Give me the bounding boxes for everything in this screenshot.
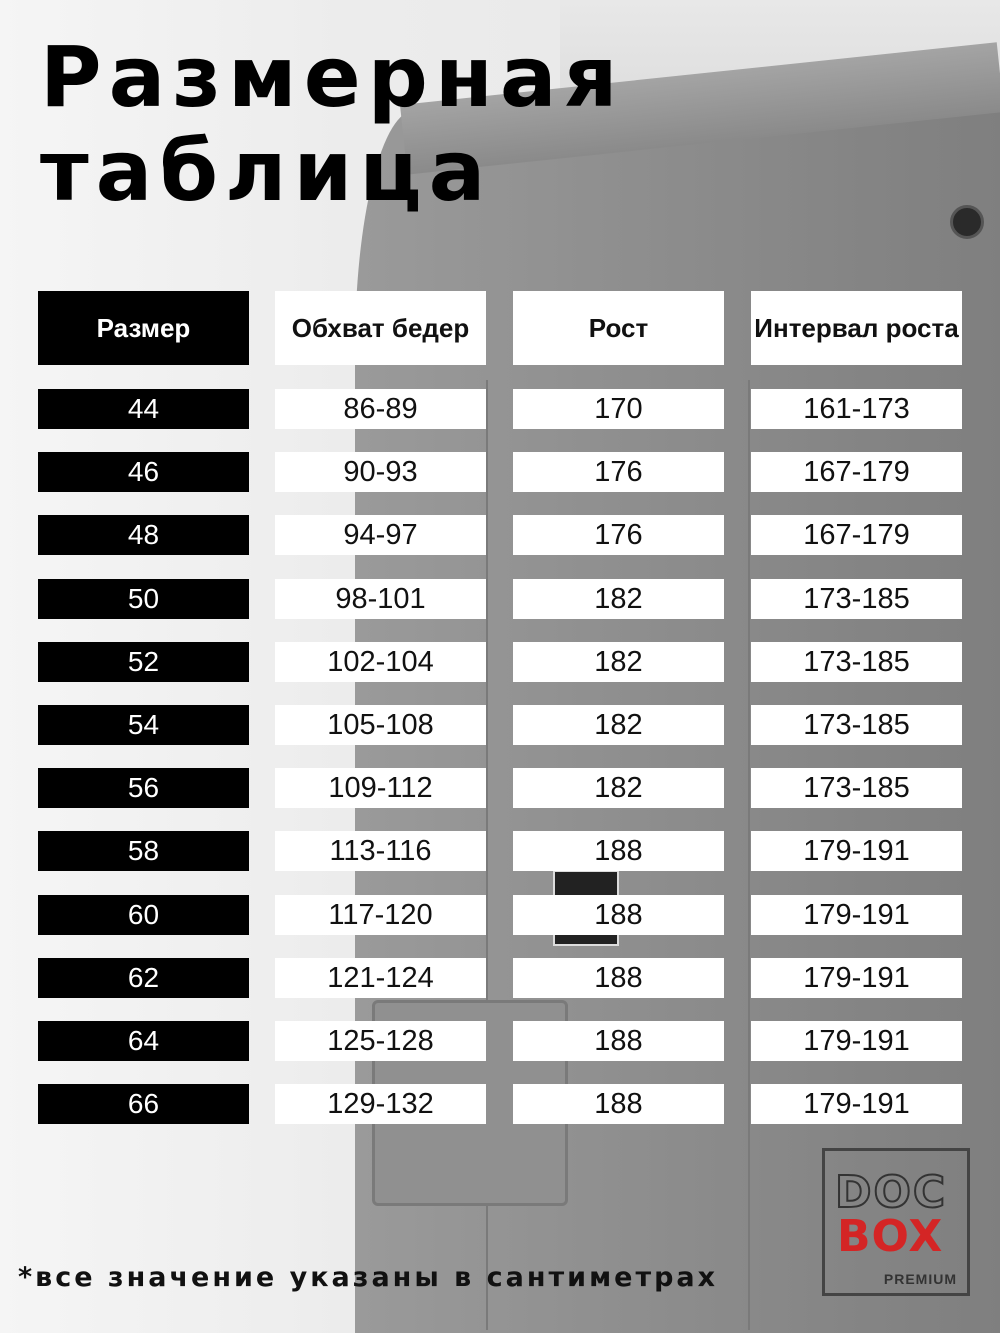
cell-hip: 113-116 [275,831,486,871]
header-hip: Обхват бедер [275,291,486,365]
cell-hip: 98-101 [275,579,486,619]
cell-height-range: 173-185 [751,705,962,745]
brand-logo [822,1148,970,1296]
cell-height-range: 179-191 [751,958,962,998]
cell-hip: 86-89 [275,389,486,429]
cell-size: 46 [38,452,249,492]
cell-height: 188 [513,831,724,871]
cell-hip: 125-128 [275,1021,486,1061]
logo-premium-text: PREMIUM [883,1271,957,1287]
cell-hip: 109-112 [275,768,486,808]
page-title [40,30,624,218]
cell-height: 182 [513,768,724,808]
cell-height: 176 [513,515,724,555]
cell-height: 170 [513,389,724,429]
cell-hip: 117-120 [275,895,486,935]
cell-height: 176 [513,452,724,492]
cell-height: 182 [513,705,724,745]
header-height: Рост [513,291,724,365]
cell-height-range: 173-185 [751,642,962,682]
button-icon [950,205,984,239]
cell-height-range: 173-185 [751,768,962,808]
title-line-2: таблица [40,122,493,220]
cell-hip: 102-104 [275,642,486,682]
cell-hip: 121-124 [275,958,486,998]
cell-height-range: 173-185 [751,579,962,619]
cell-size: 48 [38,515,249,555]
header-size: Размер [38,291,249,365]
cell-size: 56 [38,768,249,808]
cell-height: 182 [513,642,724,682]
cell-hip: 90-93 [275,452,486,492]
cell-height: 188 [513,958,724,998]
footnote: *все значение указаны в сантиметрах [18,1262,719,1293]
cell-height: 188 [513,1084,724,1124]
cell-size: 52 [38,642,249,682]
header-height-range: Интервал роста [751,291,962,365]
logo-box-text: BOX [837,1211,944,1262]
cell-height: 182 [513,579,724,619]
cell-height-range: 179-191 [751,1021,962,1061]
cell-size: 64 [38,1021,249,1061]
cell-height-range: 179-191 [751,895,962,935]
cell-hip: 129-132 [275,1084,486,1124]
cell-height-range: 167-179 [751,452,962,492]
cell-height: 188 [513,1021,724,1061]
cell-height-range: 179-191 [751,1084,962,1124]
title-line-1: Размерная [40,28,625,126]
cell-size: 54 [38,705,249,745]
cell-hip: 94-97 [275,515,486,555]
cell-height-range: 167-179 [751,515,962,555]
cell-size: 50 [38,579,249,619]
logo-doc-text: DOC [835,1167,948,1218]
cell-size: 58 [38,831,249,871]
cell-size: 44 [38,389,249,429]
cell-height-range: 161-173 [751,389,962,429]
cell-size: 60 [38,895,249,935]
cell-size: 62 [38,958,249,998]
cell-height: 188 [513,895,724,935]
cell-size: 66 [38,1084,249,1124]
cell-height-range: 179-191 [751,831,962,871]
cell-hip: 105-108 [275,705,486,745]
